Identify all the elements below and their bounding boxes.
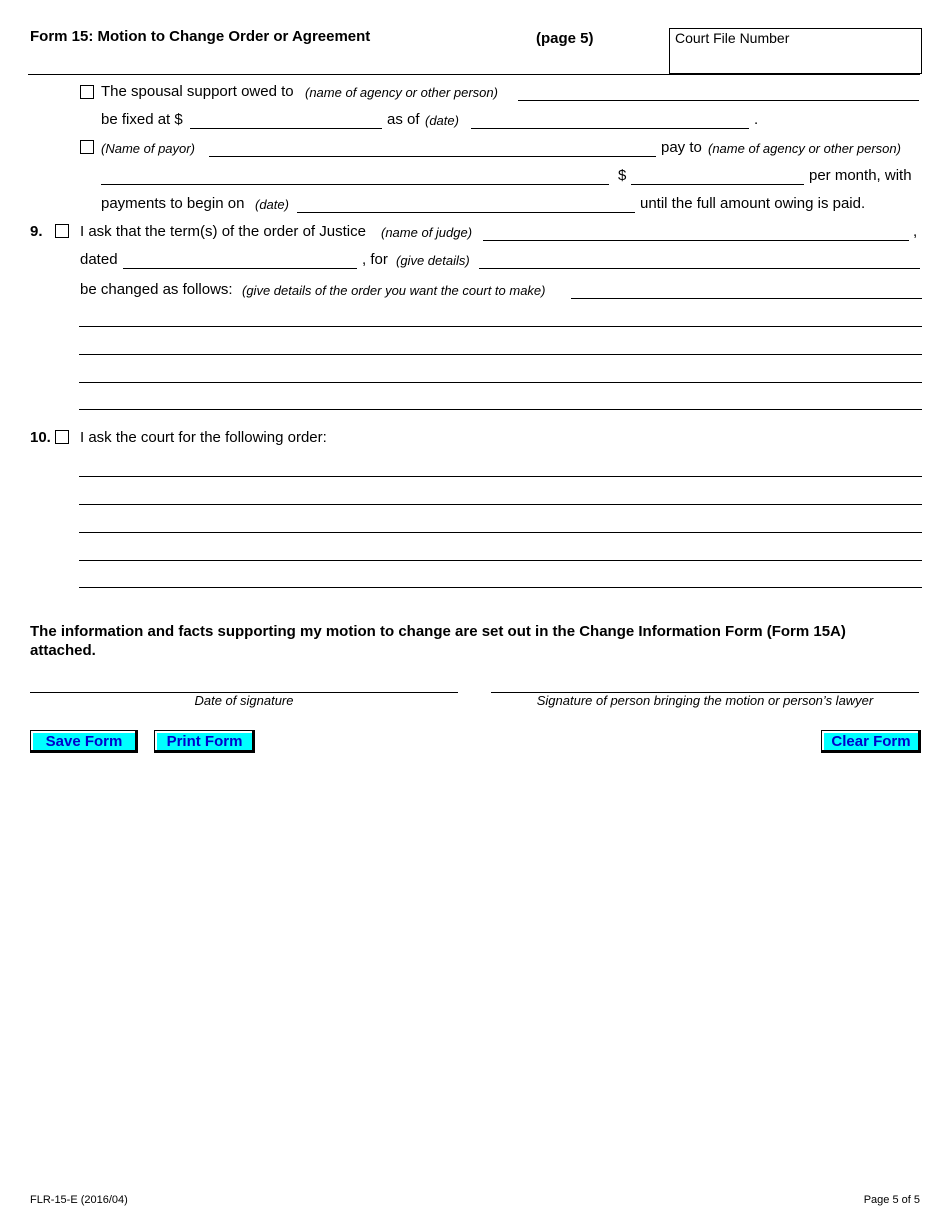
order-request-line[interactable] [79, 560, 922, 561]
pay-to-input[interactable] [101, 184, 609, 185]
details-hint: (give details) [396, 253, 470, 268]
fixed-amount-input[interactable] [190, 128, 382, 129]
order-request-line[interactable] [79, 587, 922, 588]
changed-as-follows-text: be changed as follows: [80, 281, 233, 298]
as-of-date-input[interactable] [471, 128, 749, 129]
page-indicator: (page 5) [536, 30, 594, 47]
signature-label: Signature of person bringing the motion or person’s lawyer [536, 693, 874, 708]
court-file-number-label: Court File Number [675, 30, 790, 46]
judge-name-input[interactable] [483, 240, 909, 241]
spousal-support-checkbox[interactable] [80, 85, 94, 99]
order-request-line[interactable] [79, 476, 922, 477]
order-request-line[interactable] [79, 532, 922, 533]
until-paid-text: until the full amount owing is paid. [640, 195, 866, 212]
supporting-information-note: The information and facts supporting my motion to change are set out in the Change Information Form (Form 15A) attached. [30, 623, 846, 659]
payments-begin-text: payments to begin on [101, 195, 245, 212]
period: . [754, 111, 759, 128]
change-details-line[interactable] [79, 326, 922, 327]
item-10-checkbox[interactable] [55, 430, 69, 444]
for-text: , for [362, 251, 388, 268]
item-9-checkbox[interactable] [55, 224, 69, 238]
item-10-ask-text: I ask the court for the following order: [80, 429, 327, 446]
begin-date-input[interactable] [297, 212, 635, 213]
item-10-number: 10. [30, 429, 51, 446]
pay-to-hint: (name of agency or other person) [708, 141, 901, 156]
print-form-button[interactable]: Print Form [154, 730, 255, 753]
pay-to-text: pay to [661, 139, 702, 156]
change-details-input[interactable] [571, 298, 922, 299]
as-of-text: as of [387, 111, 420, 128]
owed-to-hint: (name of agency or other person) [305, 85, 498, 100]
date-of-signature-label: Date of signature [194, 693, 294, 708]
court-file-number-field[interactable] [669, 28, 922, 74]
as-of-date-hint: (date) [425, 113, 459, 128]
item-9-ask-text: I ask that the term(s) of the order of Justice [80, 223, 366, 240]
payor-hint: (Name of payor) [101, 141, 195, 156]
monthly-amount-input[interactable] [631, 184, 804, 185]
dated-text: dated [80, 251, 118, 268]
changed-details-hint: (give details of the order you want the court to make) [242, 283, 546, 298]
page-number: Page 5 of 5 [863, 1194, 920, 1206]
judge-name-hint: (name of judge) [381, 225, 473, 240]
change-details-line[interactable] [79, 409, 922, 410]
owed-to-input[interactable] [518, 100, 919, 101]
item-9-number: 9. [30, 223, 43, 240]
change-details-line[interactable] [79, 354, 922, 355]
spousal-support-owed-text: The spousal support owed to [101, 83, 294, 100]
form-title: Form 15: Motion to Change Order or Agreement [30, 28, 371, 45]
clear-form-button[interactable]: Clear Form [821, 730, 921, 753]
payor-checkbox[interactable] [80, 140, 94, 154]
begin-date-hint: (date) [255, 197, 289, 212]
form-code: FLR-15-E (2016/04) [30, 1194, 128, 1206]
dollar-sign: $ [618, 167, 627, 184]
save-form-button[interactable]: Save Form [30, 730, 138, 753]
change-details-line[interactable] [79, 382, 922, 383]
order-date-input[interactable] [123, 268, 357, 269]
header-divider [28, 74, 920, 75]
order-details-input[interactable] [479, 268, 920, 269]
per-month-text: per month, with [809, 167, 912, 184]
fixed-at-text: be fixed at $ [101, 111, 183, 128]
order-request-line[interactable] [79, 504, 922, 505]
comma: , [913, 223, 918, 240]
payor-input[interactable] [209, 156, 656, 157]
